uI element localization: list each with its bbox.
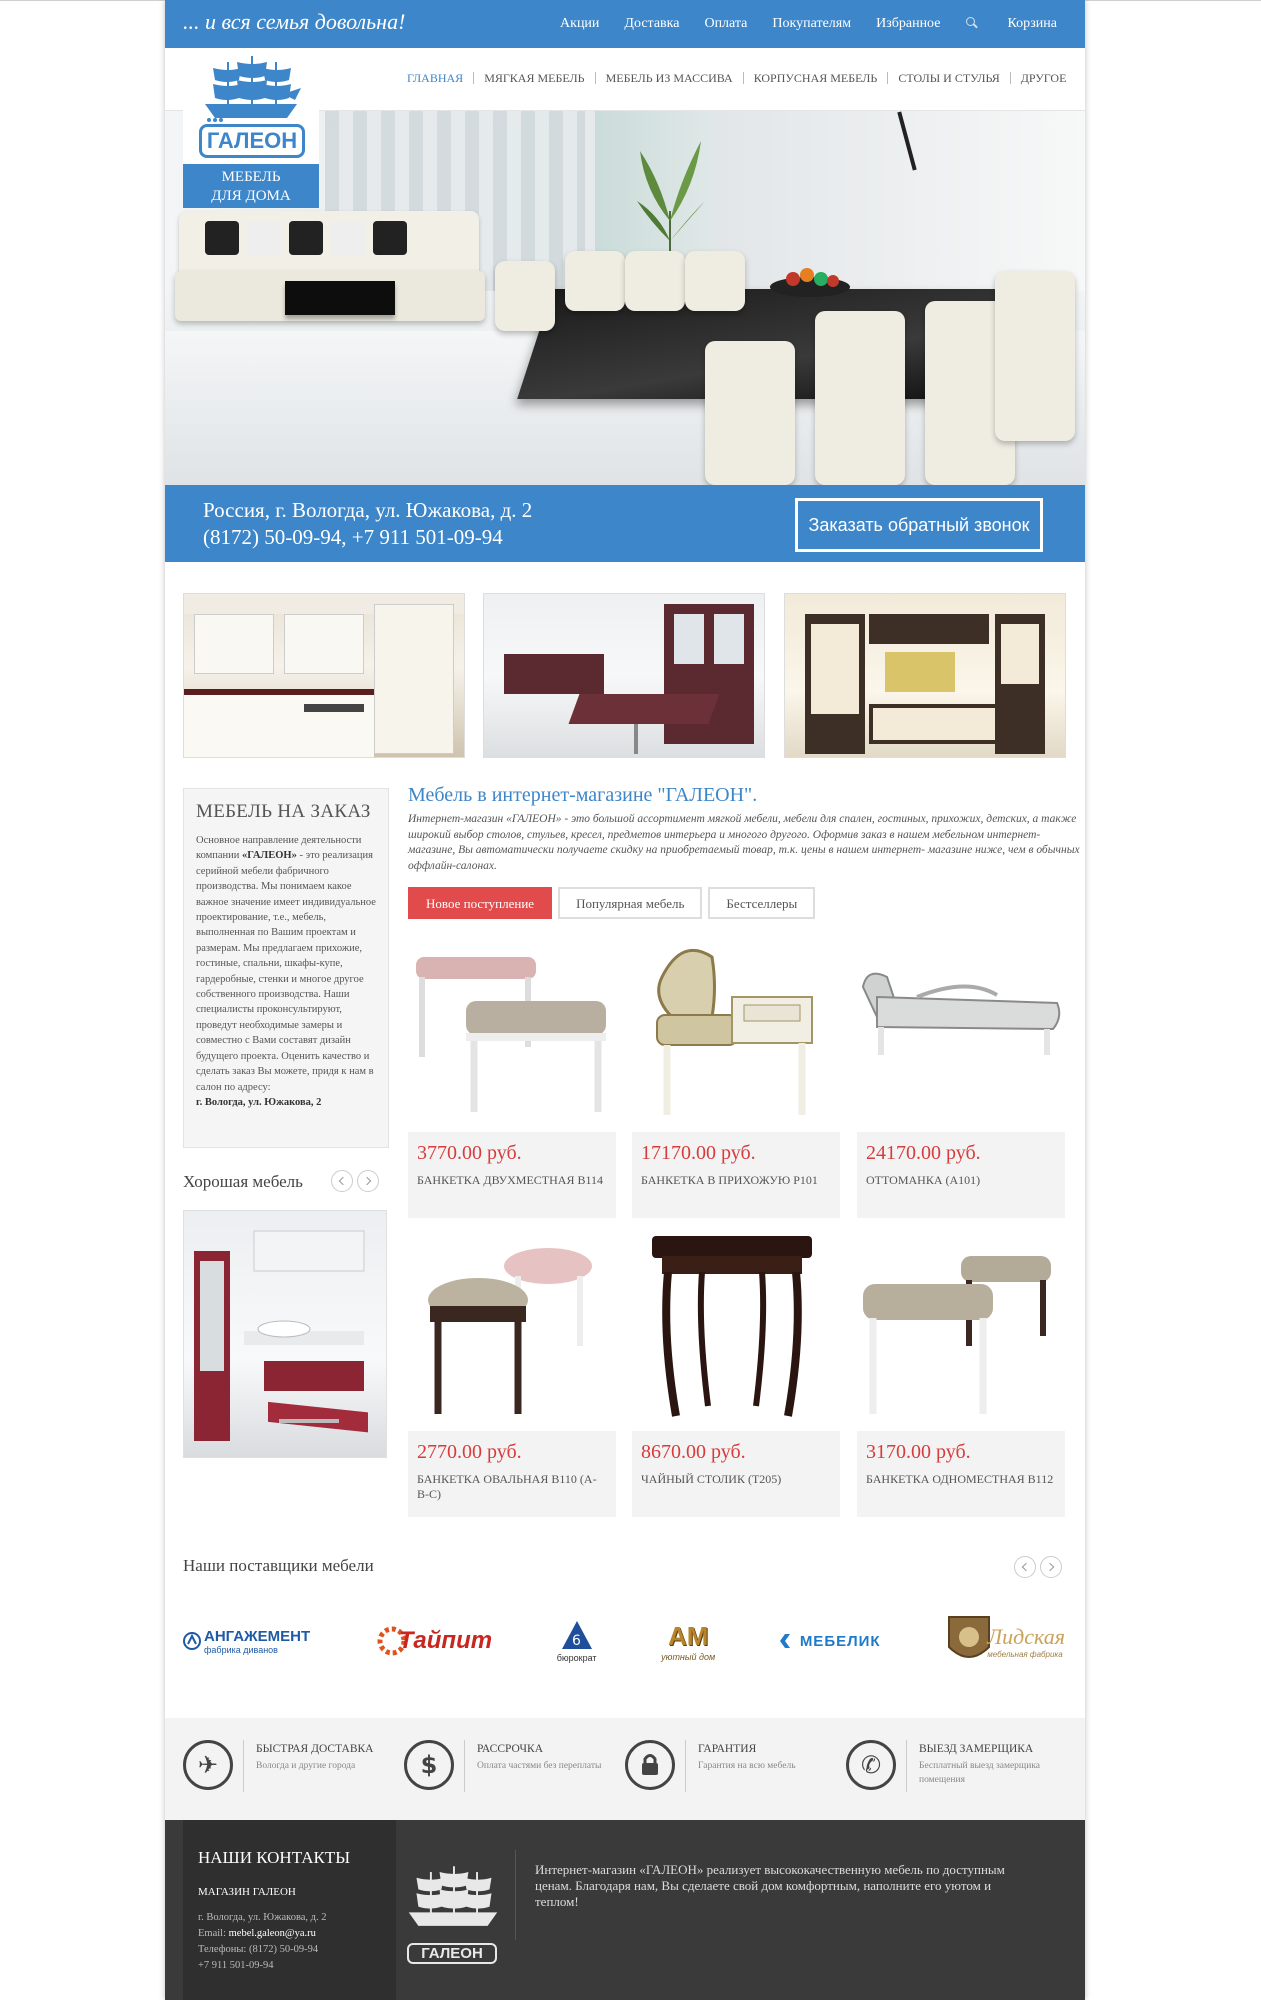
hero-phones: (8172) 50-09-94, +7 911 501-09-94 xyxy=(203,525,503,549)
good-furniture-title: Хорошая мебель xyxy=(183,1172,303,1191)
chevron-right-icon[interactable] xyxy=(1040,1556,1062,1578)
product-name[interactable]: ЧАЙНЫЙ СТОЛИК (Т205) xyxy=(641,1472,782,1486)
footer-about: Интернет-магазин «ГАЛЕОН» реализует высококачественную мебель по доступным ценам. Благодаря нам, Вы сделаете свой дом комфортным, наполните его уютом и теплом! xyxy=(535,1862,1005,1909)
supplier-logo-byurokrat[interactable]: 6 бюрократ xyxy=(557,1619,597,1663)
supplier-logo-angazhement[interactable]: АНГАЖЕМЕНТ фабрика диванов xyxy=(183,1628,310,1655)
nav-tables-chairs[interactable]: СТОЛЫ И СТУЛЬЯ xyxy=(887,72,1009,84)
intro-text: Интернет-магазин «ГАЛЕОН» - это большой ассортимент мягкой мебели, мебели для спален, гостиных, прихожих, детских, а также широкий выбор столов, стульев, кресел, предметов интерьера и многого другого. Оформив заказ в нашем мебельном интернет-магазине, Вы автоматически получаете скидку на приобретаемый товар, т.к. цены в нашем интернет- магазине ниже, чем в обычных оффлайн-салонах. xyxy=(408,813,1080,872)
ship-icon xyxy=(403,1858,503,1938)
footer-email-line: Email: mebel.galeon@ya.ru xyxy=(198,1928,316,1939)
good-furniture-image[interactable] xyxy=(183,1210,387,1458)
footer-logo[interactable] xyxy=(403,1858,503,1968)
product-name[interactable]: БАНКЕТКА В ПРИХОЖУЮ P101 xyxy=(641,1173,818,1187)
footer-email-link[interactable]: mebel.galeon@ya.ru xyxy=(228,1928,316,1939)
suppliers-title: Наши поставщики мебели xyxy=(183,1556,374,1575)
supplier-logo-lidskaya[interactable]: Лидская мебельная фабрика xyxy=(945,1613,1065,1669)
feature-measurer xyxy=(846,1740,1067,1820)
product-price: 3770.00 руб. xyxy=(417,1142,522,1164)
product-card[interactable] xyxy=(857,1236,1065,1526)
slogan: ... и вся семья довольна! xyxy=(183,9,406,34)
chevron-left-icon[interactable] xyxy=(331,1170,353,1192)
top-nav-favorites[interactable]: Избранное xyxy=(876,16,941,31)
feature-warranty xyxy=(625,1740,846,1820)
product-info xyxy=(857,1132,1065,1218)
footer-contacts-title: НАШИ КОНТАКТЫ xyxy=(198,1848,351,1867)
product-image xyxy=(857,937,1065,1132)
tab-popular[interactable]: Популярная мебель xyxy=(558,887,702,919)
product-info xyxy=(857,1431,1065,1517)
feature-title: ГАРАНТИЯ xyxy=(698,1743,757,1755)
custom-furniture-box xyxy=(183,788,389,1148)
feature-text: Оплата частями без переплаты xyxy=(477,1761,602,1771)
tab-new-arrivals[interactable]: Новое поступление xyxy=(408,887,552,919)
footer-address: г. Вологда, ул. Южакова, д. 2 xyxy=(198,1912,327,1923)
tab-bestsellers[interactable]: Бестселлеры xyxy=(708,887,815,919)
product-name[interactable]: БАНКЕТКА ОДНОМЕСТНАЯ B112 xyxy=(866,1472,1054,1486)
hero-address: Россия, г. Вологда, ул. Южакова, д. 2 xyxy=(203,498,533,522)
product-price: 24170.00 руб. xyxy=(866,1142,981,1164)
custom-furniture-text: Основное направление деятельности компании «ГАЛЕОН» - это реализация серийной мебели фабричного производства. Мы понимаем какое важное значение имеет индивидуальное проектирование, т.е., мебель, выполненная по Вашим проектам и размерам. Мы предлагаем прихожие, гостиные, спальни, шкафы-купе, гардеробные, стенки и многое другое собственного производства. Наши специалисты проконсультируют, проведут необходимые замеры и совместно с Вами составят дизайн будущего проекта. Оценить качество и сделать заказ Вы можете, придя к нам в салон по адресу: г. Вологда, ул. Южакова, 2 xyxy=(196,835,376,1108)
fruit-bowl-image xyxy=(765,261,855,301)
hero-contact-bar xyxy=(165,485,1085,562)
footer-phone2: +7 911 501-09-94 xyxy=(198,1960,274,1971)
product-card[interactable] xyxy=(632,1236,840,1526)
product-image xyxy=(632,1236,840,1431)
mebelik-logo-icon xyxy=(780,1634,796,1648)
svg-text:6: 6 xyxy=(571,1633,581,1649)
nav-soft-furniture[interactable]: МЯГКАЯ МЕБЕЛЬ xyxy=(473,72,594,84)
product-info xyxy=(632,1132,840,1218)
angazhement-logo-icon xyxy=(183,1632,201,1650)
feature-title: РАССРОЧКА xyxy=(477,1743,544,1755)
feature-installment xyxy=(404,1740,625,1820)
suppliers-arrows xyxy=(1010,1556,1062,1578)
footer-phone-line: Телефоны: (8172) 50-09-94 xyxy=(198,1944,319,1955)
product-name[interactable]: БАНКЕТКА ОВАЛЬНАЯ B110 (А-В-С) xyxy=(417,1472,597,1501)
product-image xyxy=(632,937,840,1132)
supplier-logo-mebelik[interactable]: МЕБЕЛИК xyxy=(780,1633,881,1650)
page xyxy=(165,0,1085,2000)
category-office-image[interactable] xyxy=(483,593,765,758)
lidskaya-shield-icon xyxy=(945,1613,993,1669)
lock-icon xyxy=(625,1740,675,1790)
product-name[interactable]: ОТТОМАНКА (А101) xyxy=(866,1173,981,1187)
nav-solid-wood[interactable]: МЕБЕЛЬ ИЗ МАССИВА xyxy=(595,72,743,84)
product-info xyxy=(632,1431,840,1517)
site-logo[interactable] xyxy=(183,48,319,208)
phone-icon: ✆ xyxy=(846,1740,896,1790)
footer-shop-name: МАГАЗИН ГАЛЕОН xyxy=(198,1886,296,1898)
product-price: 17170.00 руб. xyxy=(641,1142,756,1164)
product-tabs xyxy=(408,887,821,919)
main-title: Мебель в интернет-магазине "ГАЛЕОН". xyxy=(408,784,758,806)
chevron-left-icon[interactable] xyxy=(1014,1556,1036,1578)
product-card[interactable] xyxy=(857,937,1065,1227)
product-info xyxy=(408,1431,616,1517)
logo-tag-line1: МЕБЕЛЬ xyxy=(221,169,281,185)
product-card[interactable] xyxy=(632,937,840,1227)
nav-home[interactable]: ГЛАВНАЯ xyxy=(407,71,464,85)
product-card[interactable] xyxy=(408,1236,616,1526)
top-nav-payment[interactable]: Оплата xyxy=(704,16,748,31)
top-bar xyxy=(165,0,1085,48)
feature-text: Гарантия на всю мебель xyxy=(698,1761,796,1771)
feature-fast-delivery xyxy=(183,1740,404,1820)
main-nav xyxy=(397,72,1076,84)
logo-tag-line2: ДЛЯ ДОМА xyxy=(211,188,291,204)
feature-text: Вологда и другие города xyxy=(256,1761,356,1771)
features-strip xyxy=(165,1718,1085,1820)
supplier-logo-taipit[interactable]: Тайпит xyxy=(375,1624,492,1658)
plane-icon: ✈ xyxy=(183,1740,233,1790)
search-icon[interactable] xyxy=(965,17,979,31)
logo-tagline xyxy=(183,164,319,208)
callback-button[interactable]: Заказать обратный звонок xyxy=(795,498,1043,552)
supplier-logos xyxy=(183,1606,1065,1676)
good-furniture-arrows xyxy=(327,1170,379,1192)
hero-address-block xyxy=(203,497,532,551)
category-kitchen-image[interactable] xyxy=(183,593,465,758)
product-name[interactable]: БАНКЕТКА ДВУХМЕСТНАЯ B114 xyxy=(417,1173,604,1187)
footer xyxy=(165,1820,1085,2000)
supplier-logo-am[interactable]: АМ уютный дом xyxy=(661,1620,716,1662)
product-card[interactable] xyxy=(408,937,616,1227)
product-image xyxy=(857,1236,1065,1431)
top-nav-promotions[interactable]: Акции xyxy=(560,16,600,31)
custom-furniture-title: МЕБЕЛЬ НА ЗАКАЗ xyxy=(196,801,371,822)
product-price: 3170.00 руб. xyxy=(866,1441,971,1463)
byurokrat-logo-icon xyxy=(560,1619,594,1653)
dollar-icon: $ xyxy=(404,1740,454,1790)
product-info xyxy=(408,1132,616,1218)
logo-brand: ГАЛЕОН xyxy=(199,124,305,158)
feature-title: БЫСТРАЯ ДОСТАВКА xyxy=(256,1743,374,1755)
top-nav xyxy=(560,0,1085,48)
top-nav-delivery[interactable]: Доставка xyxy=(624,16,680,31)
feature-title: ВЫЕЗД ЗАМЕРЩИКА xyxy=(919,1743,1034,1755)
nav-cabinet-furniture[interactable]: КОРПУСНАЯ МЕБЕЛЬ xyxy=(743,72,888,84)
chevron-right-icon[interactable] xyxy=(357,1170,379,1192)
footer-logo-brand: ГАЛЕОН xyxy=(407,1943,497,1964)
product-price: 2770.00 руб. xyxy=(417,1441,522,1463)
nav-other[interactable]: ДРУГОЕ xyxy=(1010,72,1077,84)
product-price: 8670.00 руб. xyxy=(641,1441,746,1463)
product-image xyxy=(408,937,616,1132)
footer-contacts xyxy=(183,1820,396,2000)
category-bedroom-image[interactable] xyxy=(784,593,1066,758)
product-image xyxy=(408,1236,616,1431)
ship-icon xyxy=(199,54,303,124)
feature-text: Бесплатный выезд замерщика помещения xyxy=(919,1761,1041,1785)
top-nav-customers[interactable]: Покупателям xyxy=(772,16,852,31)
cart-link[interactable]: Корзина xyxy=(1007,16,1057,31)
